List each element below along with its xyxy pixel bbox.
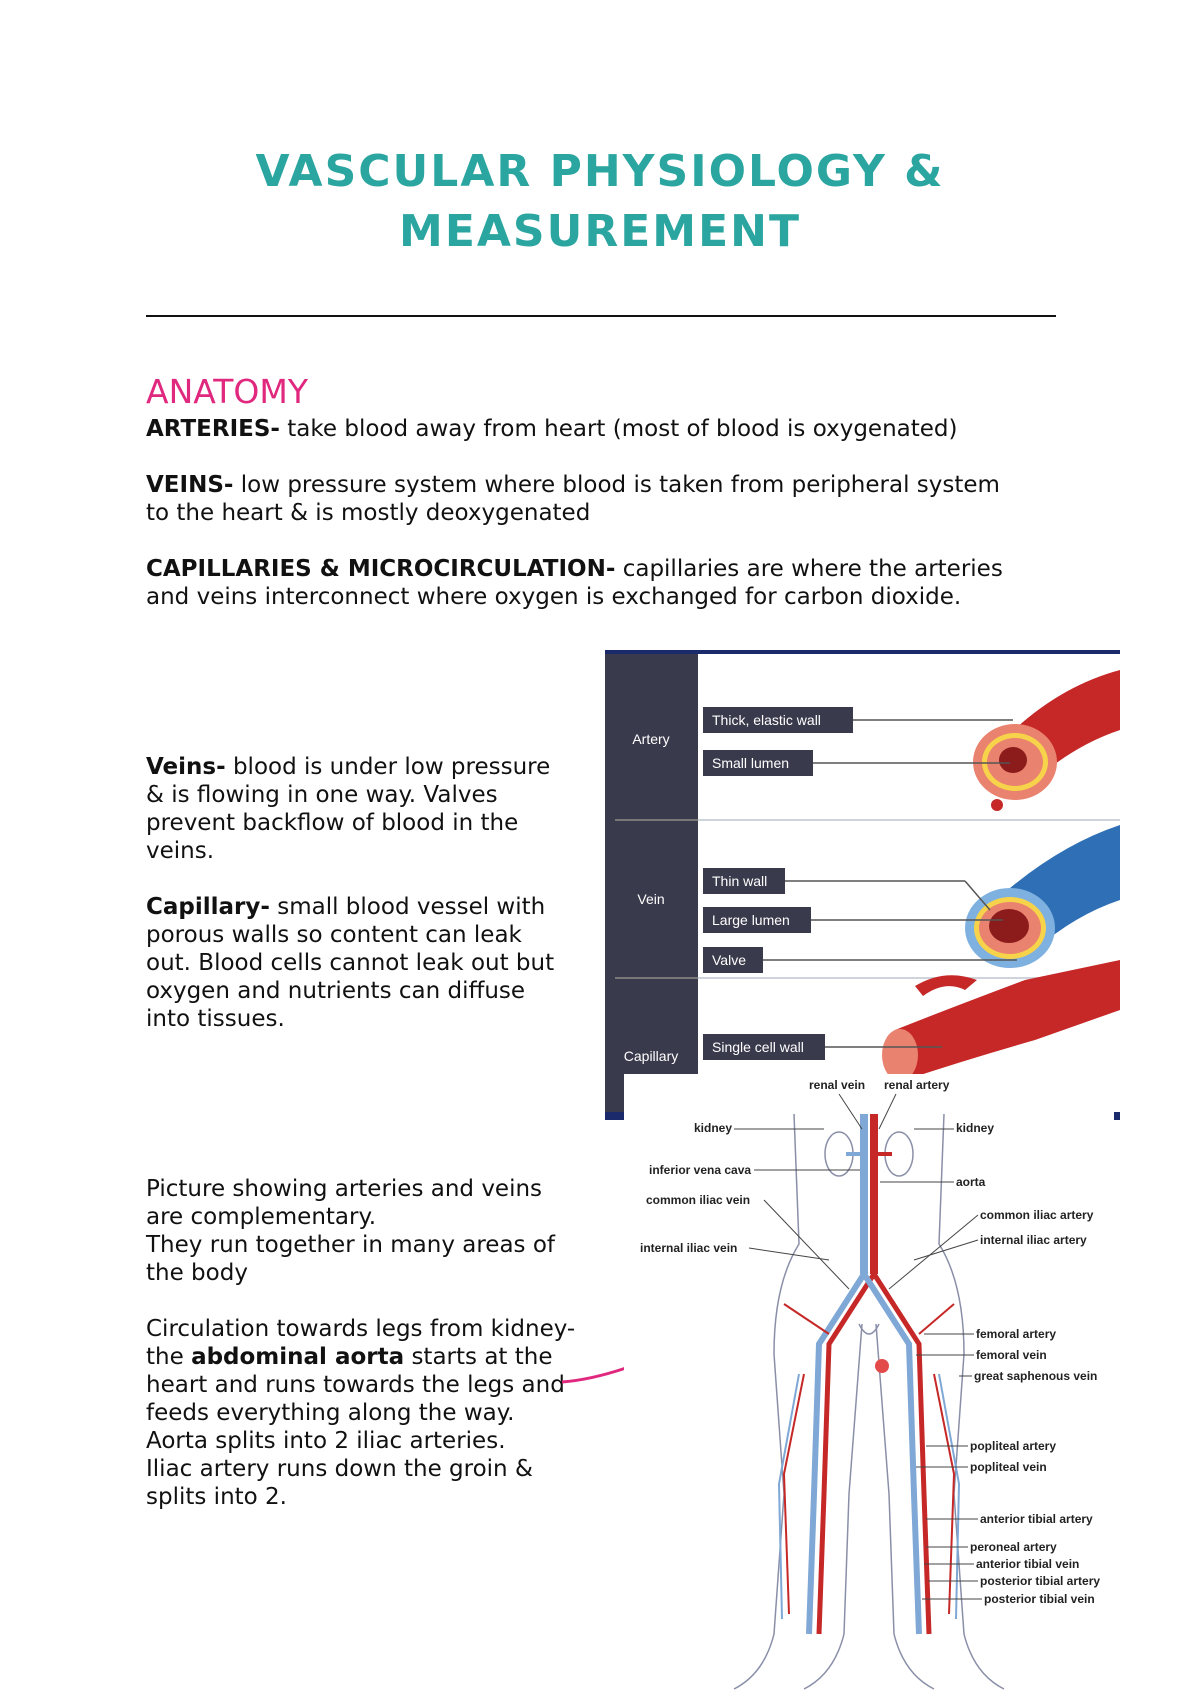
- label-anterior-tibial-vein: anterior tibial vein: [976, 1557, 1080, 1571]
- page-title: [0, 142, 1200, 262]
- label-common-iliac-vein: common iliac vein: [646, 1193, 751, 1207]
- capillary-note: [146, 893, 596, 1033]
- label-thin-wall: Thin wall: [712, 873, 768, 889]
- capillary-note-term: Capillary-: [146, 894, 270, 920]
- label-renal-artery: renal artery: [884, 1078, 950, 1092]
- title-line-1: VASCULAR PHYSIOLOGY &: [255, 146, 945, 197]
- veins-note-line: prevent backflow of blood in the: [146, 810, 519, 836]
- label-posterior-tibial-vein: posterior tibial vein: [984, 1592, 1095, 1606]
- circulation-note: [146, 1315, 596, 1511]
- veins-term: VEINS-: [146, 472, 234, 498]
- label-kidney-left: kidney: [694, 1121, 733, 1135]
- veins-note-term: Veins-: [146, 754, 226, 780]
- circulation-note-line: Circulation towards legs from kidney-: [146, 1316, 576, 1342]
- circulation-note-text: starts at the: [404, 1344, 553, 1370]
- label-internal-iliac-vein: internal iliac vein: [640, 1241, 738, 1255]
- section-heading-anatomy: ANATOMY: [146, 372, 309, 411]
- arteries-text: take blood away from heart (most of blood is oxygenated): [279, 416, 958, 442]
- veins-note-line: & is flowing in one way. Valves: [146, 782, 498, 808]
- vessel-comparison-figure: [605, 650, 1120, 1120]
- label-valve: Valve: [712, 952, 746, 968]
- capillary-note-line: porous walls so content can leak: [146, 922, 522, 948]
- veins-text-2: to the heart & is mostly deoxygenated: [146, 500, 591, 526]
- vessel-type-panel: [605, 654, 698, 1112]
- capillaries-text-1: capillaries are where the arteries: [615, 556, 1003, 582]
- label-anterior-tibial-artery: anterior tibial artery: [980, 1512, 1093, 1526]
- abdominal-aorta-term: abdominal aorta: [191, 1344, 405, 1370]
- annotation-stroke: [560, 1360, 630, 1390]
- picture-note-line: Picture showing arteries and veins: [146, 1176, 543, 1202]
- aorta-shape: [870, 1114, 878, 1274]
- row-label-vein: Vein: [637, 891, 665, 907]
- row-label-artery: Artery: [632, 731, 670, 747]
- label-aorta: aorta: [956, 1175, 986, 1189]
- capillary-note-line: small blood vessel with: [269, 894, 546, 920]
- capillaries-definition: [146, 555, 1003, 611]
- label-great-saphenous-vein: great saphenous vein: [974, 1369, 1098, 1383]
- picture-note-line: the body: [146, 1260, 248, 1286]
- title-line-2: MEASUREMENT: [399, 206, 801, 257]
- picture-note: [146, 1175, 596, 1287]
- label-thick-elastic-wall: Thick, elastic wall: [712, 712, 821, 728]
- capillary-note-line: into tissues.: [146, 1006, 285, 1032]
- label-femoral-artery: femoral artery: [976, 1327, 1057, 1341]
- capillaries-term: CAPILLARIES & MICROCIRCULATION-: [146, 556, 616, 582]
- label-renal-vein: renal vein: [809, 1078, 866, 1092]
- body-circulation-figure: [624, 1074, 1114, 1698]
- circulation-note-line: splits into 2.: [146, 1484, 287, 1510]
- veins-note-line: veins.: [146, 838, 215, 864]
- label-popliteal-vein: popliteal vein: [970, 1460, 1047, 1474]
- label-inferior-vena-cava: inferior vena cava: [649, 1163, 752, 1177]
- label-popliteal-artery: popliteal artery: [970, 1439, 1057, 1453]
- label-posterior-tibial-artery: posterior tibial artery: [980, 1574, 1101, 1588]
- row-label-capillary: Capillary: [623, 1048, 679, 1064]
- title-divider: [146, 315, 1056, 317]
- picture-note-line: They run together in many areas of: [146, 1232, 556, 1258]
- veins-definition: [146, 471, 1000, 527]
- capillary-note-line: oxygen and nutrients can diffuse: [146, 978, 526, 1004]
- circulation-note-line: Aorta splits into 2 iliac arteries.: [146, 1428, 506, 1454]
- arteries-term: ARTERIES-: [146, 416, 280, 442]
- circulation-note-line: Iliac artery runs down the groin &: [146, 1456, 533, 1482]
- label-femoral-vein: femoral vein: [976, 1348, 1047, 1362]
- circulation-note-text: the: [146, 1344, 192, 1370]
- veins-note: [146, 753, 596, 865]
- vena-cava-shape: [860, 1114, 868, 1274]
- label-single-cell-wall: Single cell wall: [712, 1039, 804, 1055]
- veins-note-line: blood is under low pressure: [225, 754, 551, 780]
- label-kidney-right: kidney: [956, 1121, 995, 1135]
- picture-note-line: are complementary.: [146, 1204, 377, 1230]
- capillaries-text-2: and veins interconnect where oxygen is exchanged for carbon dioxide.: [146, 584, 962, 610]
- label-common-iliac-artery: common iliac artery: [980, 1208, 1094, 1222]
- arteries-definition: [146, 415, 957, 443]
- capillary-note-line: out. Blood cells cannot leak out but: [146, 950, 555, 976]
- veins-text-1: low pressure system where blood is taken from peripheral system: [233, 472, 1000, 498]
- label-large-lumen: Large lumen: [712, 912, 790, 928]
- label-internal-iliac-artery: internal iliac artery: [980, 1233, 1087, 1247]
- circulation-note-line: feeds everything along the way.: [146, 1400, 515, 1426]
- circulation-note-line: heart and runs towards the legs and: [146, 1372, 565, 1398]
- annotation-dot: [875, 1359, 889, 1373]
- label-small-lumen: Small lumen: [712, 755, 790, 771]
- label-peroneal-artery: peroneal artery: [970, 1540, 1057, 1554]
